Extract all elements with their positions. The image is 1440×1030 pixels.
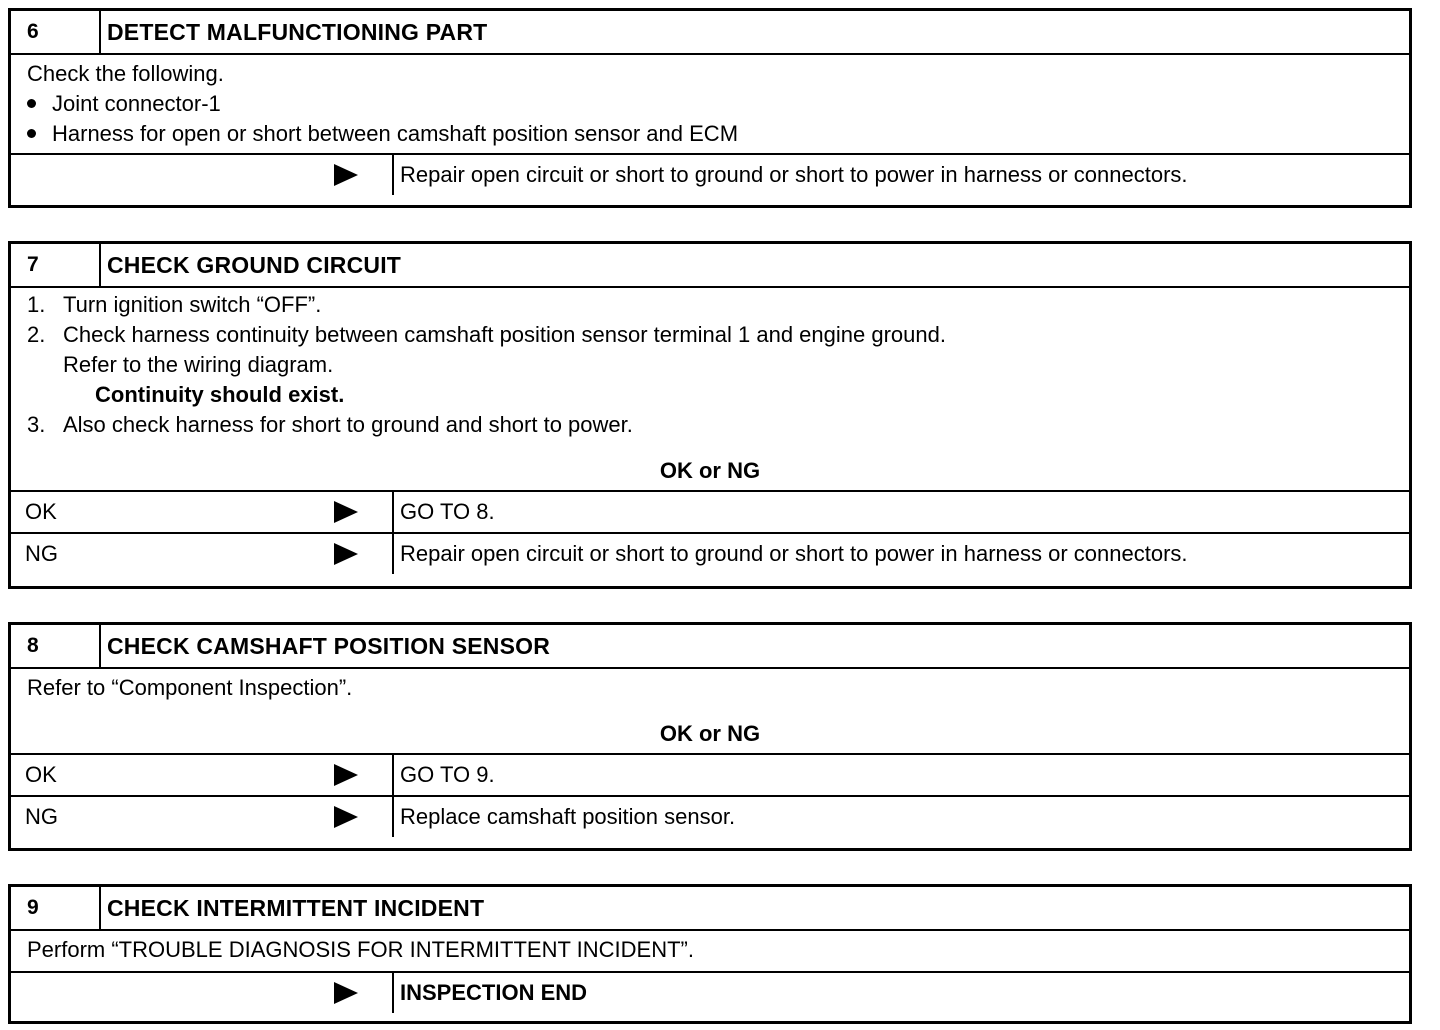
ok-row <box>11 753 1409 795</box>
step-6-block <box>8 8 1412 208</box>
ng-row <box>11 532 1409 574</box>
step-8-header <box>11 625 1409 669</box>
instruction-line: Refer to “Component Inspection”. <box>27 675 353 700</box>
ok-action: GO TO 8. <box>400 499 495 524</box>
sub-instruction: Refer to the wiring diagram. <box>63 352 334 377</box>
ok-label-cell <box>11 492 394 532</box>
ng-row <box>11 795 1409 837</box>
ng-label: NG <box>25 804 58 829</box>
spec-requirement: Continuity should exist. <box>95 382 345 407</box>
step-title: DETECT MALFUNCTIONING PART <box>107 18 488 45</box>
step-number: 7 <box>11 244 101 286</box>
ng-label-cell <box>11 534 394 574</box>
bullet-icon <box>27 99 36 108</box>
ok-or-ng-label: OK or NG <box>659 458 761 483</box>
step-9-body <box>11 931 1409 971</box>
step-number: 8 <box>11 625 101 667</box>
step-8-body <box>11 669 1409 753</box>
ng-label-cell <box>11 797 394 837</box>
numbered-item: 1. Turn ignition switch “OFF”. <box>27 292 322 317</box>
ok-label-cell <box>11 755 394 795</box>
step-9-block <box>8 884 1412 1024</box>
ok-action: GO TO 9. <box>400 762 495 787</box>
step-title: CHECK INTERMITTENT INCIDENT <box>107 894 485 921</box>
step-7-block <box>8 241 1412 589</box>
ng-action: Repair open circuit or short to ground or short to power in harness or connectors. <box>400 541 1188 566</box>
step-6-header <box>11 11 1409 55</box>
numbered-item: 3. Also check harness for short to ground and short to power. <box>27 412 633 437</box>
ok-row <box>11 490 1409 532</box>
right-triangle-arrow-icon <box>334 501 358 523</box>
numbered-item: 2. Check harness continuity between camshaft position sensor terminal 1 and engine ground. <box>27 322 946 347</box>
result-label-cell <box>11 155 394 195</box>
step-7-header <box>11 244 1409 288</box>
result-row <box>11 153 1409 195</box>
step-title: CHECK CAMSHAFT POSITION SENSOR <box>107 632 551 659</box>
bullet-item: Joint connector-1 <box>11 89 1409 119</box>
ng-label: NG <box>25 541 58 566</box>
ok-or-ng-label: OK or NG <box>659 721 761 746</box>
ng-action: Replace camshaft position sensor. <box>400 804 736 829</box>
right-triangle-arrow-icon <box>334 543 358 565</box>
right-triangle-arrow-icon <box>334 982 358 1004</box>
step-7-body <box>11 288 1409 490</box>
bullet-item: Harness for open or short between camshaft position sensor and ECM <box>11 119 1409 149</box>
result-action: INSPECTION END <box>400 980 588 1005</box>
right-triangle-arrow-icon <box>334 764 358 786</box>
step-8-block <box>8 622 1412 851</box>
result-row <box>11 971 1409 1013</box>
ok-label: OK <box>25 499 57 524</box>
instruction-line: Check the following. <box>27 61 224 86</box>
result-action: Repair open circuit or short to ground or short to power in harness or connectors. <box>400 162 1188 187</box>
step-6-body <box>11 55 1409 153</box>
result-label-cell <box>11 973 394 1013</box>
step-number: 9 <box>11 887 101 929</box>
right-triangle-arrow-icon <box>334 806 358 828</box>
bullet-icon <box>27 129 36 138</box>
step-9-header <box>11 887 1409 931</box>
ok-label: OK <box>25 762 57 787</box>
right-triangle-arrow-icon <box>334 164 358 186</box>
instruction-line: Perform “TROUBLE DIAGNOSIS FOR INTERMITTENT INCIDENT”. <box>27 937 694 962</box>
step-title: CHECK GROUND CIRCUIT <box>107 251 402 278</box>
step-number: 6 <box>11 11 101 53</box>
